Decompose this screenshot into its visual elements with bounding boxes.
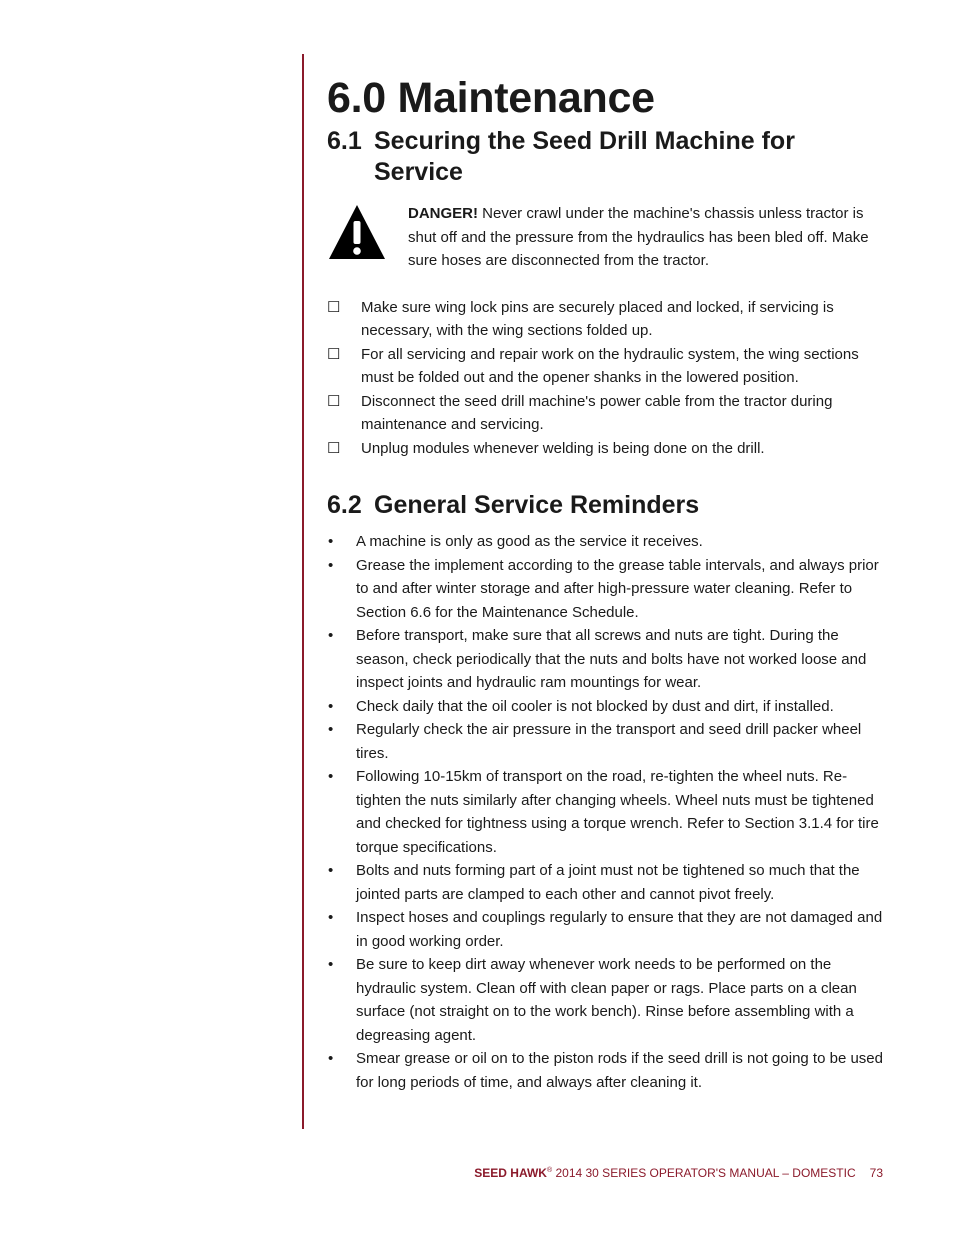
margin-rule [302,54,304,1129]
danger-message: Never crawl under the machine's chassis unless tractor is shut off and the pressure from the hydraulics has been bled off. Make sure hoses are disconnected from the tractor. [408,205,869,269]
reminder-item-text: Check daily that the oil cooler is not blocked by dust and dirt, if installed. [356,697,834,715]
bullet-icon: • [328,768,334,785]
checklist-item [327,437,887,461]
checkbox-icon: ☐ [327,392,341,410]
reminder-item-text: A machine is only as good as the service it receives. [356,533,703,550]
page-content [327,70,887,1094]
bullet-icon: • [328,533,334,550]
bullet-icon: • [328,556,334,574]
chapter-title: 6.0 Maintenance [327,74,655,122]
footer-manual-title: 2014 30 SERIES OPERATOR'S MANUAL – DOMESTIC [552,1166,856,1180]
service-checklist [327,296,887,461]
registered-mark: ® [546,1167,553,1174]
reminder-item-text: Regularly check the air pressure in the transport and seed drill packer wheel tires. [356,721,862,762]
bullet-icon: • [328,697,334,715]
reminder-item [327,695,887,719]
page-footer [474,1161,883,1183]
danger-text [408,202,887,273]
reminder-item-text: Be sure to keep dirt away whenever work needs to be performed on the hydraulic system. Clean off with clean paper or rags. Place parts on a clean surface (not straight on to the work bench). Rinse before assembling with a degreasing agent. [356,956,857,1044]
checklist-item [327,390,887,437]
reminder-item-text: Following 10-15km of transport on the road, re-tighten the wheel nuts. Re-tighten the nuts similarly after changing wheels. Wheel nuts must be tightened and checked for tightness using a torque wrench. Refer to Section 3.1.4 for tire torque specifications. [356,768,879,856]
reminder-item [327,554,887,625]
section-heading-securing [327,126,887,188]
reminder-item [327,765,887,859]
reminder-item [327,530,887,554]
danger-label: DANGER! [408,205,478,222]
warning-triangle-icon [327,202,387,262]
reminder-item [327,859,887,906]
section-title-text: General Service Reminders [374,491,700,519]
reminder-item-text: Bolts and nuts forming part of a joint must not be tightened so much that the jointed parts are clamped to each other and cannot pivot freely. [356,862,860,903]
bullet-icon: • [328,627,334,644]
reminder-item [327,906,887,953]
reminder-item-text: Smear grease or oil on to the piston rods if the seed drill is not going to be used for long periods of time, and always after cleaning it. [356,1050,883,1091]
danger-notice [327,202,887,273]
page-number: 73 [869,1166,883,1180]
reminder-list [327,530,887,1094]
checkbox-icon: ☐ [327,298,341,316]
reminder-item-text: Grease the implement according to the grease table intervals, and always prior to and after winter storage and after high-pressure water cleaning. Refer to Section 6.6 for the Maintenance Schedule. [356,556,879,621]
checklist-item-text: Make sure wing lock pins are securely placed and locked, if servicing is necessary, with the wing sections folded up. [361,298,834,339]
bullet-icon: • [328,862,334,879]
reminder-item [327,718,887,765]
checklist-item-text: Disconnect the seed drill machine's power cable from the tractor during maintenance and servicing. [361,392,833,433]
reminder-item [327,1047,887,1094]
reminder-item-text: Inspect hoses and couplings regularly to ensure that they are not damaged and in good working order. [356,909,883,950]
bullet-icon: • [328,909,334,926]
bullet-icon: • [328,721,334,738]
section-number: 6.1 [327,127,362,155]
reminder-item [327,624,887,695]
checkbox-icon: ☐ [327,345,341,363]
section-number: 6.2 [327,491,362,519]
checklist-item-text: Unplug modules whenever welding is being done on the drill. [361,439,765,457]
section-title-text: Securing the Seed Drill Machine for Service [374,127,795,186]
reminder-item [327,953,887,1047]
checklist-item [327,296,887,343]
section-heading-reminders [327,490,887,521]
checklist-item [327,343,887,390]
footer-brand: SEED HAWK [474,1166,547,1180]
checkbox-icon: ☐ [327,439,341,457]
bullet-icon: • [328,956,334,973]
reminder-item-text: Before transport, make sure that all screws and nuts are tight. During the season, check periodically that the nuts and bolts have not worked loose and inspect joints and hydraulic ram mountings for wear. [356,627,867,691]
bullet-icon: • [328,1050,334,1067]
checklist-item-text: For all servicing and repair work on the hydraulic system, the wing sections must be folded out and the opener shanks in the lowered position. [361,345,859,386]
